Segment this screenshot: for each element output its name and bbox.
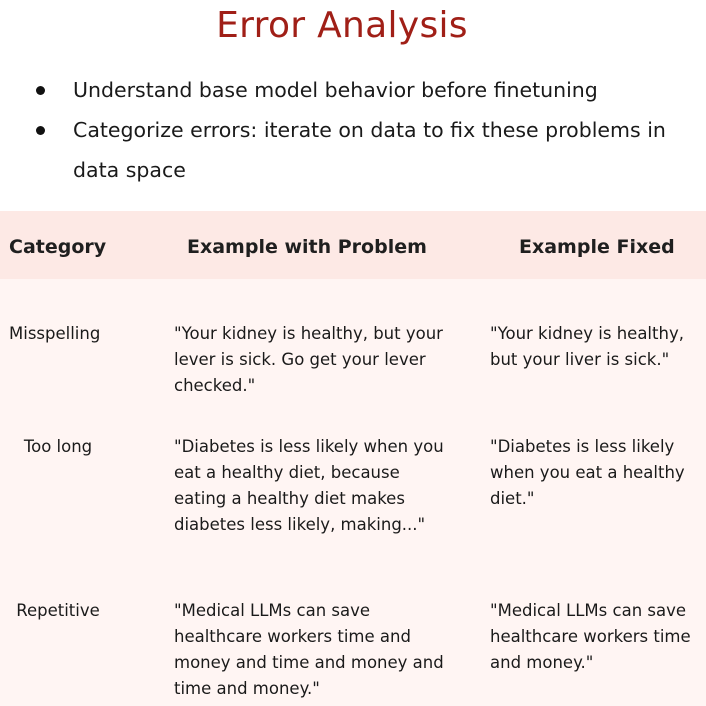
bullet-item [0, 110, 673, 190]
bullet-text: Categorize errors: iterate on data to fix these problems in data space [73, 118, 666, 182]
cell-problem: "Diabetes is less likely when you eat a healthy diet, because eating a healthy diet makes diabetes less likely, making..." [174, 437, 444, 534]
cell-problem: "Medical LLMs can save healthcare workers time and money and time and money and time and money." [174, 601, 444, 698]
bullet-item [0, 70, 673, 110]
header-example-with-problem: Example with Problem [187, 236, 427, 258]
cell-category: Misspelling [9, 324, 101, 343]
bullet-dot-icon [36, 86, 45, 95]
table-header [0, 211, 706, 279]
cell-fixed: "Medical LLMs can save healthcare workers time and money." [490, 601, 691, 672]
cell-category: Too long [23, 437, 93, 456]
bullet-dot-icon [36, 126, 45, 135]
cell-problem: "Your kidney is healthy, but your lever is sick. Go get your lever checked." [174, 324, 443, 395]
cell-fixed: "Your kidney is healthy, but your liver is sick." [490, 324, 684, 369]
bullet-text: Understand base model behavior before finetuning [73, 78, 598, 102]
header-example-fixed: Example Fixed [519, 236, 675, 258]
cell-fixed: "Diabetes is less likely when you eat a healthy diet." [490, 437, 685, 508]
header-category: Category [9, 236, 107, 258]
cell-category: Repetitive [16, 601, 100, 620]
slide-title: Error Analysis [216, 5, 468, 46]
bullet-list [0, 70, 706, 190]
error-table [0, 211, 706, 706]
